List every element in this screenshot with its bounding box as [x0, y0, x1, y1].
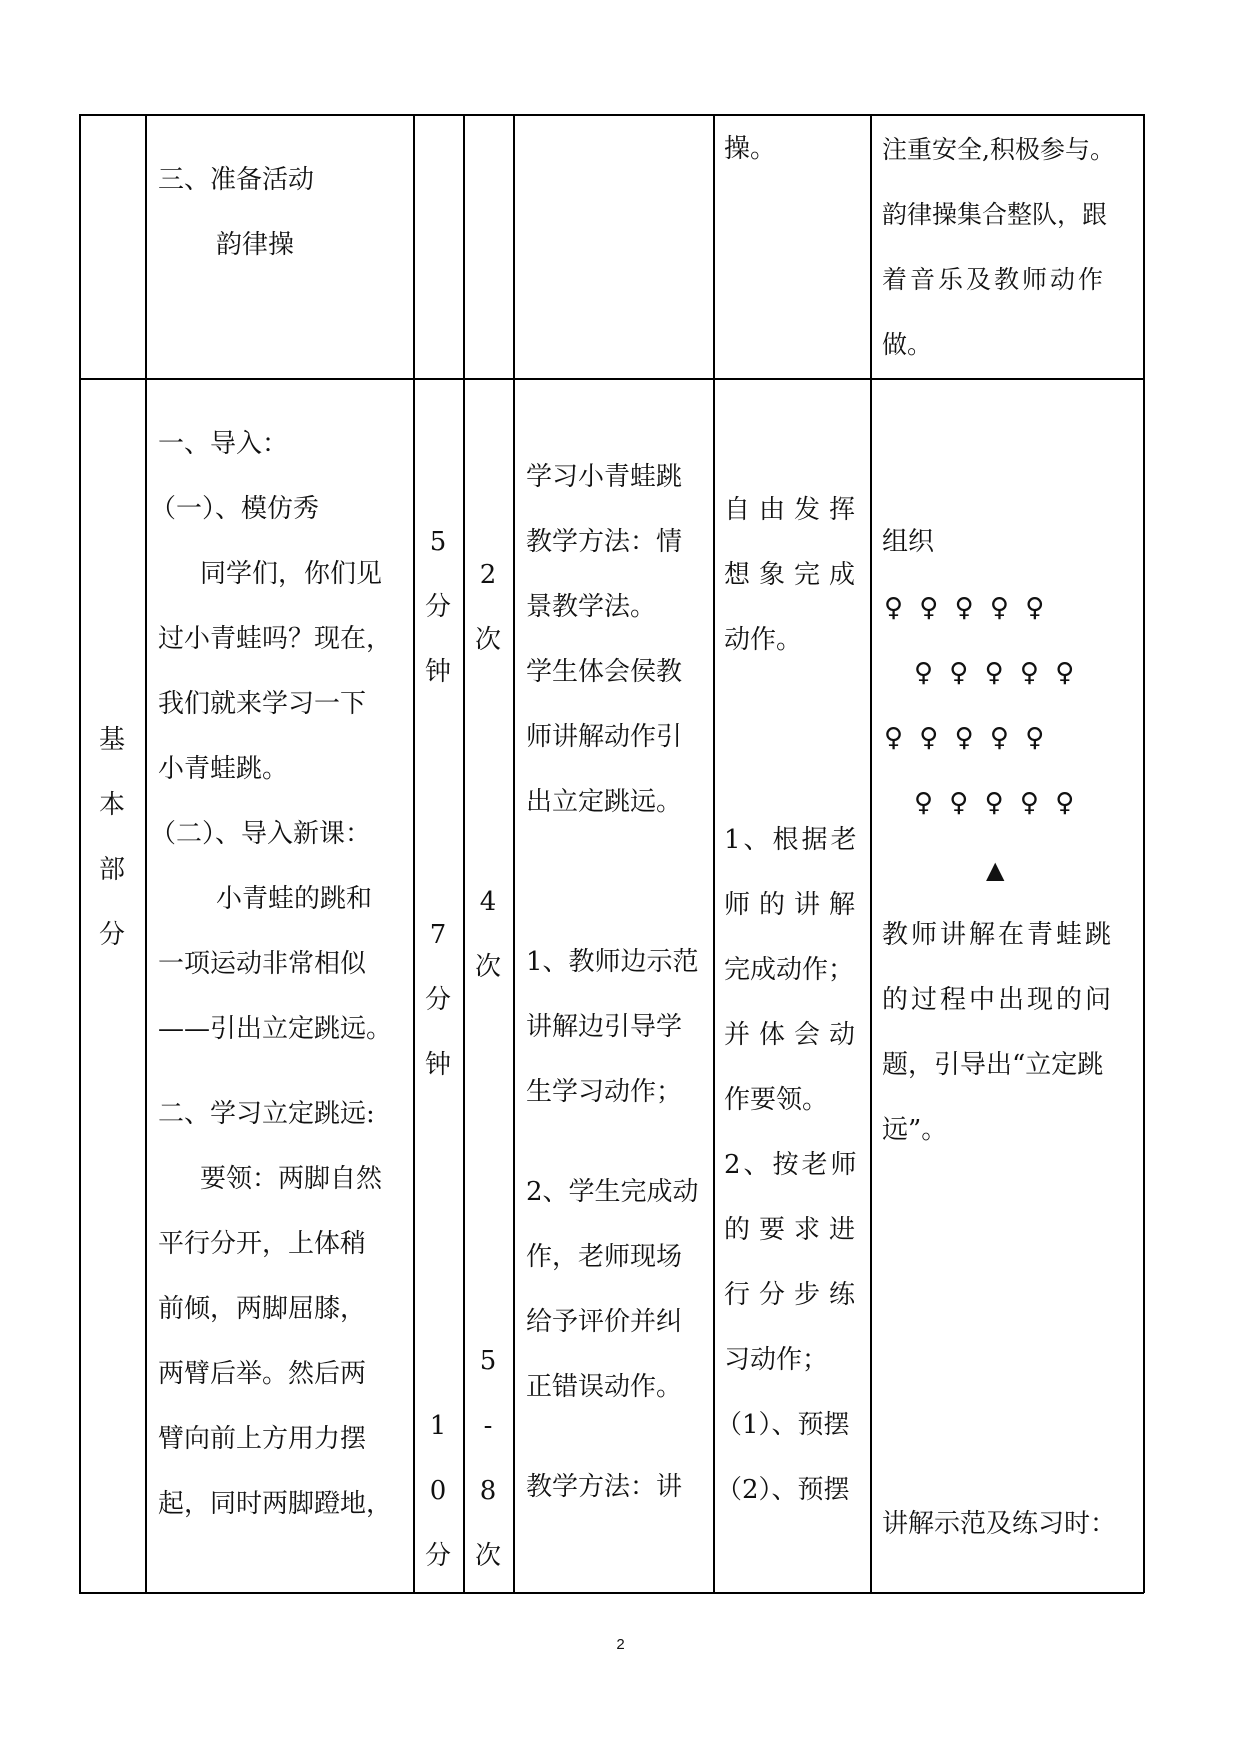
- row1-student-line: 操。: [724, 134, 777, 164]
- teacher-line: 出立定跳远。: [526, 787, 683, 817]
- count-char: 5: [479, 1346, 497, 1376]
- content-line: （二）、导入新课：: [150, 819, 372, 849]
- student-line: （1）、预摆: [716, 1410, 850, 1440]
- time-char: 5: [429, 527, 447, 557]
- teacher-line: 学生体会侯教: [526, 657, 683, 687]
- teacher-line: 1、教师边示范: [526, 947, 699, 977]
- time-char: 分: [424, 592, 451, 622]
- row1-content-line: 三、准备活动: [158, 165, 315, 195]
- content-line: [158, 1062, 392, 1082]
- row2-content-cell: [150, 412, 393, 1537]
- teacher-line: 教学方法：讲: [526, 1472, 683, 1502]
- row1-notes-line: 做。: [882, 330, 933, 359]
- column-border-3: [463, 114, 465, 1593]
- teacher-line: 正错误动作。: [526, 1372, 683, 1402]
- teacher-line: 教学方法：情: [526, 527, 683, 557]
- formation-row: ♀ ♀ ♀ ♀ ♀: [914, 658, 1079, 688]
- teacher-line: 作，老师现场: [526, 1242, 683, 1272]
- row1-student-cell: [724, 117, 776, 182]
- teacher-line: [526, 900, 699, 930]
- count-value-3: [468, 1329, 508, 1589]
- column-border-0: [79, 114, 81, 1593]
- student-line: 行分步练: [724, 1280, 865, 1310]
- teacher-line: [526, 1125, 699, 1160]
- student-line: 完成动作；: [724, 955, 855, 985]
- column-border-1: [145, 114, 147, 1593]
- column-border-6: [870, 114, 872, 1593]
- row1-notes-line: 注重安全,积极参与。: [882, 135, 1115, 164]
- teacher-line: 2、学生完成动: [526, 1177, 699, 1207]
- row1-notes-line: 着音乐及教师动作: [882, 265, 1107, 294]
- time-char: 钟: [424, 657, 451, 687]
- content-line: 前倾，两脚屈膝，: [158, 1294, 367, 1324]
- teacher-line: 生学习动作；: [526, 1077, 683, 1107]
- student-line: 的要求进: [724, 1215, 865, 1245]
- content-line: 平行分开，上体稍: [158, 1229, 367, 1259]
- content-line: 起，同时两脚蹬地，: [158, 1489, 393, 1519]
- student-line: [724, 673, 864, 738]
- count-value-1: [468, 543, 508, 673]
- row2-student-cell: [716, 478, 865, 1523]
- row1-notes-cell: [882, 117, 1115, 377]
- notes-line: 组织: [882, 527, 935, 557]
- student-line: 自由发挥: [724, 495, 865, 525]
- count-char: 8: [479, 1476, 497, 1506]
- formation-row: ♀ ♀ ♀ ♀ ♀: [884, 723, 1049, 753]
- count-value-2: [468, 870, 508, 1000]
- content-line: 我们就来学习一下: [158, 689, 367, 719]
- section-label: [92, 708, 132, 968]
- table-top-border: [79, 114, 1144, 116]
- row-divider: [79, 378, 1144, 380]
- content-line: 过小青蛙吗？现在，: [158, 624, 393, 654]
- section-char: 部: [98, 855, 125, 885]
- teacher-line: 学习小青蛙跳: [526, 462, 683, 492]
- content-line: 臂向前上方用力摆: [158, 1424, 367, 1454]
- time-char: 1: [429, 1411, 447, 1441]
- teacher-line: [526, 835, 699, 900]
- content-line: （一）、模仿秀: [150, 494, 320, 524]
- notes-line: 远”。: [882, 1115, 948, 1145]
- time-char: 分: [424, 1541, 451, 1571]
- notes-line: 讲解示范及练习时：: [882, 1509, 1117, 1539]
- notes-line: 教师讲解在青蛙跳: [882, 920, 1115, 950]
- section-char: 本: [98, 790, 125, 820]
- student-line: 1、根据老: [724, 825, 860, 855]
- student-line: （2）、预摆: [716, 1475, 850, 1505]
- teacher-line: 景教学法。: [526, 592, 657, 622]
- column-border-2: [413, 114, 415, 1593]
- count-char: 2: [479, 560, 497, 590]
- count-char: 次: [474, 952, 501, 982]
- content-line: 同学们，你们见: [200, 559, 383, 589]
- student-line: 作要领。: [724, 1085, 829, 1115]
- content-line: 二、学习立定跳远:: [158, 1099, 375, 1129]
- content-line: ——引出立定跳远。: [158, 1014, 393, 1044]
- time-value-3: [418, 1394, 458, 1589]
- count-char: 次: [474, 1541, 501, 1571]
- row1-content-line: 韵律操: [216, 230, 295, 260]
- time-value-1: [418, 510, 458, 705]
- row2-teacher-cell: [526, 445, 699, 1520]
- formation-row: ♀ ♀ ♀ ♀ ♀: [914, 788, 1079, 818]
- student-line: 师的讲解: [724, 890, 865, 920]
- time-char: 分: [424, 985, 451, 1015]
- content-line: 小青蛙的跳和: [216, 884, 373, 914]
- student-line: 习动作；: [724, 1345, 829, 1375]
- content-line: 要领：两脚自然: [200, 1164, 383, 1194]
- content-line: 小青蛙跳。: [158, 754, 289, 784]
- teacher-marker-icon: ▲: [986, 856, 1005, 884]
- column-border-5: [713, 114, 715, 1593]
- student-line: 动作。: [724, 625, 803, 655]
- table-bottom-border: [79, 1592, 1144, 1594]
- page-number: 2: [616, 1636, 625, 1653]
- section-char: 分: [98, 920, 125, 950]
- column-border-7: [1143, 114, 1145, 1593]
- row2-notes-bottom: [882, 1492, 1116, 1557]
- time-value-2: [418, 903, 458, 1098]
- time-char: 7: [429, 920, 447, 950]
- row2-notes-mid: [882, 903, 1114, 1163]
- teacher-line: [526, 1420, 699, 1455]
- row2-notes-top: [882, 510, 934, 575]
- student-line: 想象完成: [724, 560, 865, 590]
- count-char: 4: [479, 887, 497, 917]
- time-char: 0: [429, 1476, 447, 1506]
- row1-content-cell: [158, 148, 314, 278]
- section-char: 基: [98, 725, 125, 755]
- content-line: 一、导入：: [158, 429, 289, 459]
- content-line: 一项运动非常相似: [158, 949, 367, 979]
- notes-line: 题，引导出“立定跳: [882, 1050, 1104, 1080]
- student-line: 2、按老师: [724, 1150, 860, 1180]
- content-line: 两臂后举。然后两: [158, 1359, 367, 1389]
- teacher-line: 讲解边引导学: [526, 1012, 683, 1042]
- student-line: [724, 738, 864, 803]
- formation-row: ♀ ♀ ♀ ♀ ♀: [884, 593, 1049, 623]
- student-line: 并体会动: [724, 1020, 865, 1050]
- formation-diagram: [884, 576, 1078, 836]
- teacher-line: 给予评价并纠: [526, 1307, 683, 1337]
- column-border-4: [513, 114, 515, 1593]
- teacher-line: 师讲解动作引: [526, 722, 683, 752]
- teacher-position-marker: [986, 838, 1004, 903]
- row1-notes-line: 韵律操集合整队，跟: [882, 200, 1108, 229]
- count-char: 次: [474, 625, 501, 655]
- count-char: -: [483, 1411, 493, 1441]
- time-char: 钟: [424, 1050, 451, 1080]
- notes-line: 的过程中出现的问: [882, 985, 1115, 1015]
